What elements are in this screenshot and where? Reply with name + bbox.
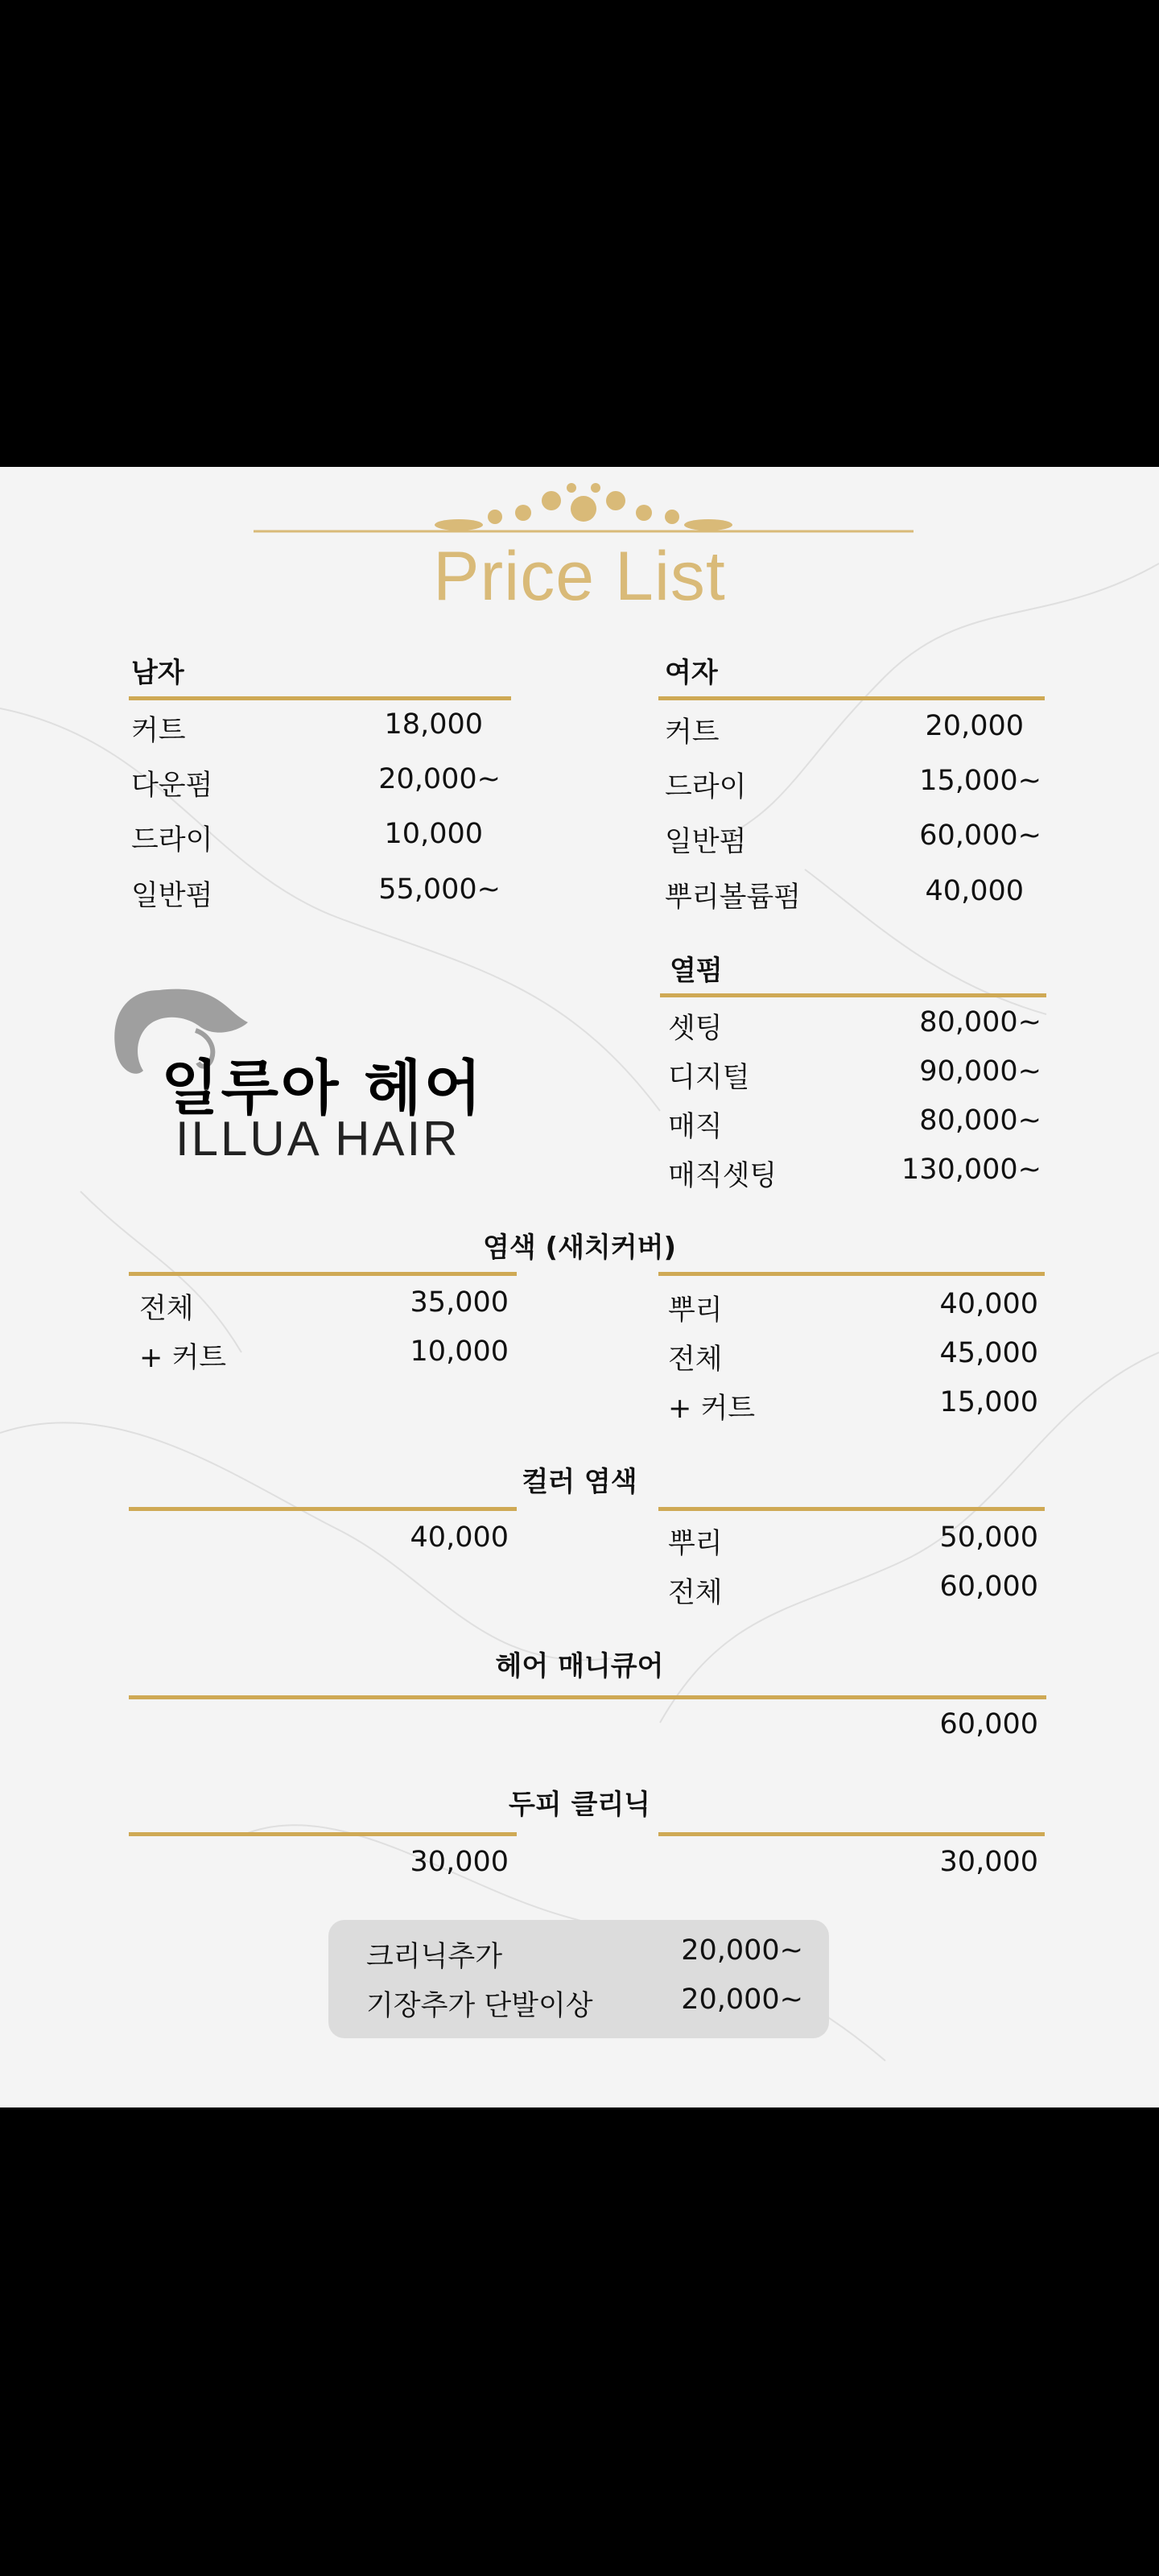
extra-item-name: 크리닉추가 bbox=[366, 1941, 503, 1973]
manicure-divider bbox=[129, 1695, 1046, 1699]
women-item-name: 일반펌 bbox=[665, 826, 747, 858]
logo-english: ILLUA HAIR bbox=[175, 1112, 460, 1166]
women-item-name: 드라이 bbox=[665, 771, 747, 803]
women-item-name: 뿌리볼륨펌 bbox=[665, 881, 802, 914]
men-item-name: 일반펌 bbox=[131, 880, 213, 912]
extra-item-price: 20,000~ bbox=[681, 1984, 803, 2016]
heat-perm-item-price: 80,000~ bbox=[919, 1104, 1041, 1137]
gray-dye-item-name: + 커트 bbox=[668, 1393, 756, 1425]
color-dye-item-price: 60,000 bbox=[939, 1571, 1038, 1603]
gray-dye-item-price: 45,000 bbox=[939, 1337, 1038, 1369]
men-item-price: 10,000 bbox=[384, 818, 483, 850]
scalp-price-right: 30,000 bbox=[939, 1846, 1038, 1878]
color-dye-divider-right bbox=[658, 1507, 1045, 1511]
women-item-price: 20,000 bbox=[925, 710, 1024, 742]
men-header: 남자 bbox=[131, 657, 184, 689]
color-dye-item-name: 뿌리 bbox=[668, 1528, 723, 1560]
manicure-header: 헤어 매니큐어 bbox=[495, 1650, 664, 1682]
floral-ornament bbox=[254, 477, 914, 541]
color-dye-divider-left bbox=[129, 1507, 517, 1511]
extra-item-price: 20,000~ bbox=[681, 1934, 803, 1967]
gray-dye-item-name: + 커트 bbox=[139, 1342, 227, 1374]
gray-dye-item-price: 10,000 bbox=[410, 1335, 509, 1368]
logo-korean: 일루아 헤어 bbox=[161, 1054, 485, 1123]
color-dye-item-price: 50,000 bbox=[939, 1521, 1038, 1554]
scalp-divider-right bbox=[658, 1832, 1045, 1836]
color-dye-header: 컬러 염색 bbox=[522, 1466, 637, 1498]
women-item-price: 60,000~ bbox=[919, 819, 1041, 852]
women-item-price: 15,000~ bbox=[919, 765, 1041, 797]
scalp-price-left: 30,000 bbox=[410, 1846, 509, 1878]
gray-dye-item-price: 40,000 bbox=[939, 1288, 1038, 1320]
gray-dye-divider-left bbox=[129, 1272, 517, 1276]
gray-dye-header: 염색 (새치커버) bbox=[483, 1232, 676, 1264]
extras-box bbox=[328, 1920, 829, 2038]
gray-dye-item-price: 15,000 bbox=[939, 1386, 1038, 1418]
women-item-name: 커트 bbox=[665, 716, 720, 749]
men-divider bbox=[129, 696, 511, 700]
men-item-price: 18,000 bbox=[384, 708, 483, 741]
price-list-card bbox=[0, 467, 1159, 2107]
page-title: Price List bbox=[433, 538, 726, 615]
extra-item-name: 기장추가 단발이상 bbox=[366, 1990, 593, 2022]
heat-perm-item-name: 매직셋팅 bbox=[668, 1160, 777, 1192]
color-dye-price: 40,000 bbox=[410, 1521, 509, 1554]
manicure-price: 60,000 bbox=[939, 1708, 1038, 1740]
gray-dye-item-name: 뿌리 bbox=[668, 1294, 723, 1327]
men-item-name: 커트 bbox=[131, 715, 186, 747]
heat-perm-item-price: 80,000~ bbox=[919, 1006, 1041, 1038]
scalp-header: 두피 클리닉 bbox=[508, 1789, 651, 1821]
heat-perm-header: 열펌 bbox=[670, 955, 723, 987]
women-divider bbox=[658, 696, 1045, 700]
heat-perm-item-name: 셋팅 bbox=[668, 1013, 723, 1045]
scalp-divider-left bbox=[129, 1832, 517, 1836]
women-item-price: 40,000 bbox=[925, 875, 1024, 907]
men-item-name: 다운펌 bbox=[131, 770, 213, 802]
heat-perm-item-name: 디지털 bbox=[668, 1062, 750, 1094]
heat-perm-item-name: 매직 bbox=[668, 1111, 723, 1143]
heat-perm-item-price: 130,000~ bbox=[901, 1154, 1041, 1186]
gray-dye-item-name: 전체 bbox=[139, 1293, 194, 1325]
men-item-price: 55,000~ bbox=[378, 873, 501, 906]
gray-dye-divider-right bbox=[658, 1272, 1045, 1276]
men-item-name: 드라이 bbox=[131, 824, 213, 857]
heat-perm-divider bbox=[660, 993, 1046, 997]
women-header: 여자 bbox=[665, 657, 718, 689]
men-item-price: 20,000~ bbox=[378, 763, 501, 795]
color-dye-item-name: 전체 bbox=[668, 1577, 723, 1609]
heat-perm-item-price: 90,000~ bbox=[919, 1055, 1041, 1088]
gray-dye-item-price: 35,000 bbox=[410, 1286, 509, 1319]
gray-dye-item-name: 전체 bbox=[668, 1344, 723, 1376]
